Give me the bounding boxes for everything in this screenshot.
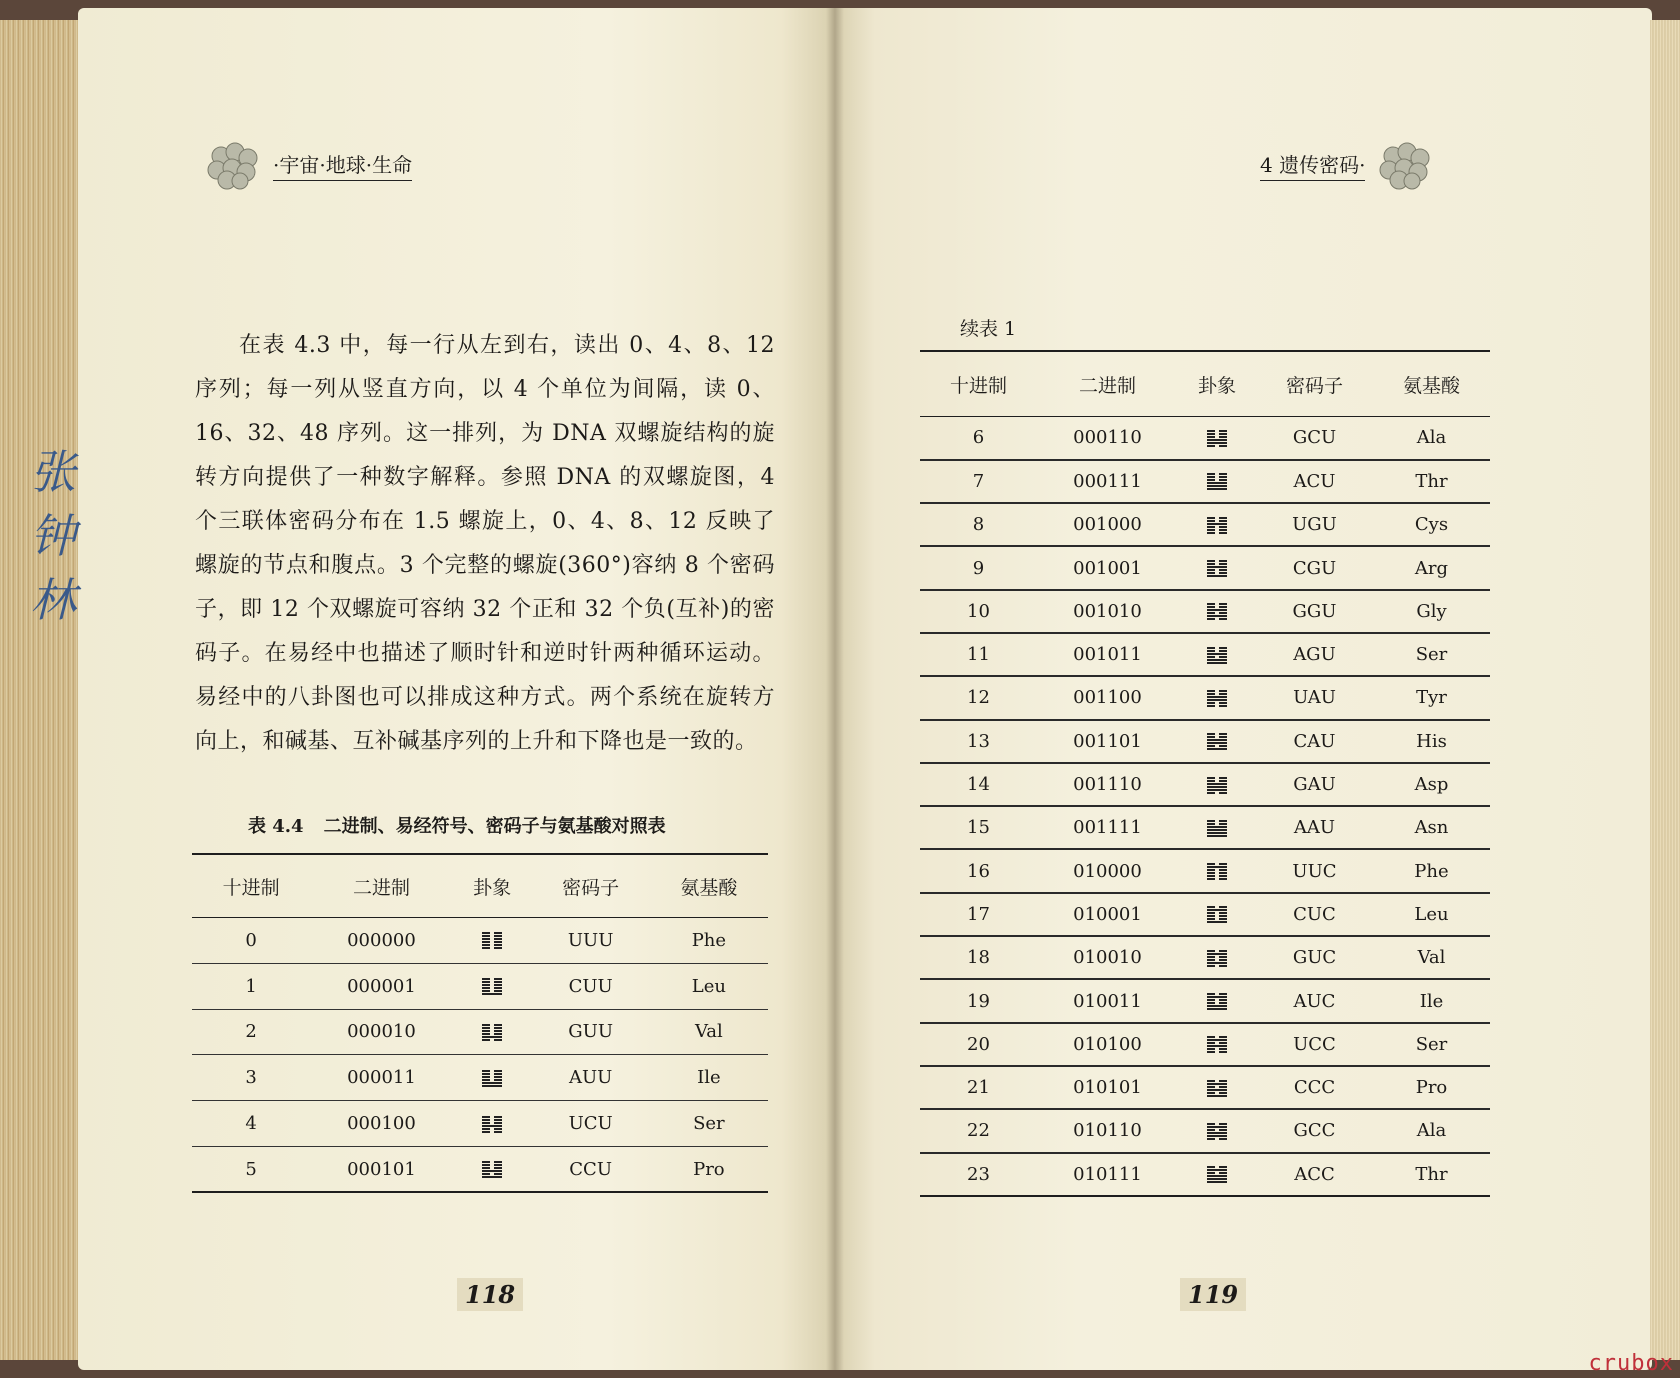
amino-acid-cell: Ser bbox=[693, 1113, 725, 1135]
amino-acid-cell: Ile bbox=[697, 1067, 721, 1089]
header-amino-acid: 氨基酸 bbox=[1402, 374, 1460, 397]
hexagram-icon bbox=[1207, 1080, 1227, 1097]
binary-cell: 000010 bbox=[347, 1021, 416, 1043]
table-row bbox=[920, 893, 1490, 936]
watermark: crubox bbox=[1588, 1351, 1674, 1376]
decimal-cell: 2 bbox=[245, 1021, 257, 1043]
binary-cell: 001010 bbox=[1073, 600, 1142, 622]
header-decimal: 十进制 bbox=[949, 374, 1007, 397]
binary-cell: 000101 bbox=[347, 1158, 416, 1180]
table-row bbox=[920, 1153, 1490, 1196]
table-row bbox=[920, 417, 1490, 460]
amino-acid-cell: Thr bbox=[1415, 1163, 1448, 1185]
codon-cell: CCU bbox=[569, 1158, 612, 1180]
hexagram-cell bbox=[1178, 979, 1256, 1022]
hexagram-icon bbox=[1207, 603, 1227, 620]
codon-cell: CAU bbox=[1293, 730, 1336, 752]
atom-cluster-icon bbox=[1377, 140, 1433, 190]
header-hexagram: 卦象 bbox=[1197, 374, 1236, 397]
header-codon: 密码子 bbox=[1285, 374, 1343, 397]
table-row bbox=[192, 1101, 768, 1147]
binary-cell: 010010 bbox=[1073, 947, 1142, 969]
hexagram-icon bbox=[482, 1161, 502, 1178]
hexagram-cell bbox=[1178, 546, 1256, 589]
decimal-cell: 19 bbox=[967, 990, 990, 1012]
table-row bbox=[920, 546, 1490, 589]
codon-cell: CCC bbox=[1293, 1077, 1336, 1099]
hexagram-icon bbox=[1207, 1166, 1227, 1183]
amino-acid-cell: Phe bbox=[691, 929, 727, 951]
table-row bbox=[920, 1066, 1490, 1109]
hexagram-cell bbox=[453, 1009, 532, 1055]
binary-cell: 010011 bbox=[1073, 990, 1142, 1012]
header-codon: 密码子 bbox=[562, 876, 620, 899]
hexagram-cell bbox=[1178, 1109, 1256, 1152]
codon-cell: CUC bbox=[1293, 903, 1336, 925]
page-number-left: 118 bbox=[457, 1278, 523, 1311]
decimal-cell: 12 bbox=[967, 687, 990, 709]
binary-cell: 000000 bbox=[347, 929, 416, 951]
hexagram-icon bbox=[1207, 430, 1227, 447]
handwritten-signature: 张钟林 bbox=[30, 445, 76, 627]
hexagram-icon bbox=[482, 978, 502, 995]
hexagram-icon bbox=[1207, 560, 1227, 577]
hexagram-cell bbox=[1178, 590, 1256, 633]
codon-cell: UUC bbox=[1292, 860, 1337, 882]
codon-cell: UUU bbox=[567, 929, 614, 951]
table-row bbox=[920, 676, 1490, 719]
table-row bbox=[920, 1023, 1490, 1066]
decimal-cell: 21 bbox=[967, 1077, 990, 1099]
table-row bbox=[920, 806, 1490, 849]
table-row bbox=[192, 1055, 768, 1101]
hexagram-cell bbox=[1178, 936, 1256, 979]
hexagram-cell bbox=[453, 1146, 532, 1192]
amino-acid-cell: Ala bbox=[1416, 1120, 1447, 1142]
hexagram-cell bbox=[1178, 1153, 1256, 1196]
binary-cell: 010101 bbox=[1073, 1077, 1142, 1099]
binary-cell: 010000 bbox=[1073, 860, 1142, 882]
amino-acid-cell: Arg bbox=[1414, 557, 1449, 579]
hexagram-cell bbox=[1178, 503, 1256, 546]
table-row bbox=[920, 720, 1490, 763]
hexagram-cell bbox=[453, 963, 532, 1009]
decimal-cell: 17 bbox=[967, 903, 990, 925]
table-row bbox=[920, 849, 1490, 892]
hexagram-icon bbox=[482, 1116, 502, 1133]
hexagram-cell bbox=[1178, 1066, 1256, 1109]
table-caption bbox=[248, 812, 666, 838]
amino-acid-cell: Pro bbox=[1415, 1077, 1448, 1099]
binary-cell: 000001 bbox=[347, 975, 416, 997]
header-binary: 二进制 bbox=[352, 876, 410, 899]
hexagram-icon bbox=[1207, 906, 1227, 923]
right-running-head bbox=[1260, 140, 1433, 190]
decimal-cell: 15 bbox=[967, 817, 990, 839]
table-row bbox=[920, 1109, 1490, 1152]
codon-cell: AUC bbox=[1293, 990, 1336, 1012]
hexagram-icon bbox=[1207, 777, 1227, 794]
table-row bbox=[192, 963, 768, 1009]
amino-acid-cell: Ile bbox=[1419, 990, 1444, 1012]
binary-cell: 001000 bbox=[1073, 514, 1142, 536]
decimal-cell: 23 bbox=[967, 1163, 990, 1185]
amino-acid-cell: His bbox=[1416, 730, 1447, 752]
amino-acid-cell: Ser bbox=[1415, 1033, 1448, 1055]
codon-cell: AAU bbox=[1293, 817, 1336, 839]
table-row bbox=[920, 633, 1490, 676]
decimal-cell: 16 bbox=[967, 860, 990, 882]
table-header-row bbox=[192, 854, 768, 918]
hexagram-cell bbox=[1178, 676, 1256, 719]
body-paragraph: 在表 4.3 中，每一行从左到右，读出 0、4、8、12 序列；每一列从竖直方向，以 4 个单位为间隔，读 0、16、32、48 序列。这一排列，为 DNA 双螺旋结构的旋转方向提供了一种数字解释。参照 DNA 的双螺旋图，4 个三联体密码分布在 1.5 螺旋上，0、4、8、12 反映了螺旋的节点和腹点。3 个完整的螺旋(360°)容纳 8 个密码子，即 12 个双螺旋可容纳 32 个正和 32 个负(互补)的密码子。在易经中也描述了顺时针和逆时针两种循环运动。易经中的八卦图也可以排成这种方式。两个系统在旋转方向上，和碱基、互补碱基序列的上升和下降也是一致的。 bbox=[195, 333, 775, 754]
decimal-cell: 6 bbox=[972, 427, 985, 449]
hexagram-cell bbox=[1178, 806, 1256, 849]
book-spine bbox=[826, 8, 844, 1370]
hexagram-icon bbox=[1207, 517, 1227, 534]
hexagram-cell bbox=[453, 1101, 532, 1147]
table-row bbox=[920, 590, 1490, 633]
codon-cell: UCU bbox=[568, 1113, 613, 1135]
page-edges-right bbox=[1650, 20, 1680, 1360]
codon-cell: AUU bbox=[568, 1067, 613, 1089]
decimal-cell: 1 bbox=[245, 975, 257, 997]
binary-cell: 001110 bbox=[1073, 774, 1142, 796]
decimal-cell: 0 bbox=[245, 929, 257, 951]
hexagram-cell bbox=[1178, 893, 1256, 936]
hexagram-icon bbox=[1207, 473, 1227, 490]
continued-table-label: 续表 1 bbox=[960, 318, 1017, 340]
binary-cell: 000100 bbox=[347, 1113, 416, 1135]
table-header-row bbox=[920, 351, 1490, 417]
table-number: 表 4.4 bbox=[248, 816, 304, 837]
amino-acid-cell: Asn bbox=[1414, 817, 1449, 839]
codon-cell: UGU bbox=[1292, 514, 1337, 536]
table-row bbox=[192, 1146, 768, 1192]
decimal-cell: 11 bbox=[967, 644, 990, 666]
hexagram-cell bbox=[453, 1055, 532, 1101]
table-row bbox=[920, 503, 1490, 546]
decimal-cell: 13 bbox=[967, 730, 990, 752]
atom-cluster-icon bbox=[205, 140, 261, 190]
table-row bbox=[920, 979, 1490, 1022]
hexagram-icon bbox=[482, 1024, 502, 1041]
codon-cell: GCC bbox=[1293, 1120, 1336, 1142]
codon-cell: UAU bbox=[1293, 687, 1336, 709]
hexagram-icon bbox=[1207, 690, 1227, 707]
hexagram-cell bbox=[1178, 720, 1256, 763]
hexagram-icon bbox=[482, 932, 502, 949]
binary-cell: 000110 bbox=[1073, 427, 1142, 449]
amino-acid-cell: Thr bbox=[1415, 470, 1448, 492]
amino-acid-cell: Gly bbox=[1416, 600, 1447, 622]
left-running-head bbox=[205, 140, 412, 190]
header-hexagram: 卦象 bbox=[473, 876, 512, 899]
codon-table-right bbox=[920, 350, 1490, 1197]
hexagram-icon bbox=[1207, 733, 1227, 750]
binary-cell: 010111 bbox=[1073, 1163, 1142, 1185]
codon-cell: ACC bbox=[1294, 1163, 1335, 1185]
running-head-chapter: 4 遗传密码· bbox=[1260, 149, 1365, 181]
decimal-cell: 3 bbox=[245, 1067, 257, 1089]
codon-cell: ACU bbox=[1293, 470, 1336, 492]
header-binary: 二进制 bbox=[1078, 374, 1136, 397]
hexagram-cell bbox=[1178, 849, 1256, 892]
codon-cell: CGU bbox=[1292, 557, 1337, 579]
codon-cell: GUC bbox=[1292, 947, 1337, 969]
codon-cell: GGU bbox=[1292, 600, 1337, 622]
table-row bbox=[920, 763, 1490, 806]
codon-table-left bbox=[192, 853, 768, 1193]
hexagram-icon bbox=[1207, 863, 1227, 880]
hexagram-cell bbox=[1178, 417, 1256, 460]
hexagram-cell bbox=[1178, 763, 1256, 806]
codon-cell: GAU bbox=[1293, 774, 1336, 796]
decimal-cell: 10 bbox=[967, 600, 990, 622]
hexagram-cell bbox=[453, 918, 532, 964]
decimal-cell: 5 bbox=[245, 1158, 257, 1180]
amino-acid-cell: Ser bbox=[1415, 644, 1448, 666]
amino-acid-cell: Phe bbox=[1414, 860, 1449, 882]
decimal-cell: 4 bbox=[245, 1113, 257, 1135]
binary-cell: 001100 bbox=[1073, 687, 1142, 709]
amino-acid-cell: Leu bbox=[1414, 903, 1449, 925]
hexagram-icon bbox=[1207, 950, 1227, 967]
hexagram-icon bbox=[1207, 820, 1227, 837]
page-number-right: 119 bbox=[1180, 1278, 1246, 1311]
hexagram-cell bbox=[1178, 460, 1256, 503]
amino-acid-cell: Asp bbox=[1414, 774, 1449, 796]
hexagram-cell bbox=[1178, 633, 1256, 676]
hexagram-icon bbox=[1207, 1123, 1227, 1140]
table-row bbox=[192, 1009, 768, 1055]
table-title: 二进制、易经符号、密码子与氨基酸对照表 bbox=[323, 816, 666, 837]
amino-acid-cell: Val bbox=[1417, 947, 1446, 969]
decimal-cell: 7 bbox=[972, 470, 985, 492]
decimal-cell: 8 bbox=[972, 514, 985, 536]
amino-acid-cell: Ala bbox=[1416, 427, 1447, 449]
codon-cell: UCC bbox=[1293, 1033, 1336, 1055]
hexagram-cell bbox=[1178, 1023, 1256, 1066]
running-head-title: ·宇宙·地球·生命 bbox=[273, 149, 412, 181]
decimal-cell: 18 bbox=[967, 947, 990, 969]
amino-acid-cell: Tyr bbox=[1416, 687, 1447, 709]
codon-cell: GUU bbox=[568, 1021, 613, 1043]
decimal-cell: 14 bbox=[967, 774, 990, 796]
hexagram-icon bbox=[482, 1070, 502, 1087]
binary-cell: 001001 bbox=[1073, 557, 1142, 579]
header-amino-acid: 氨基酸 bbox=[680, 876, 738, 899]
binary-cell: 010001 bbox=[1073, 903, 1142, 925]
codon-cell: AGU bbox=[1293, 644, 1336, 666]
hexagram-icon bbox=[1207, 647, 1227, 664]
decimal-cell: 20 bbox=[967, 1033, 990, 1055]
binary-cell: 010100 bbox=[1073, 1033, 1142, 1055]
header-decimal: 十进制 bbox=[222, 876, 280, 899]
binary-cell: 000011 bbox=[347, 1067, 416, 1089]
amino-acid-cell: Leu bbox=[691, 975, 726, 997]
binary-cell: 001101 bbox=[1073, 730, 1142, 752]
decimal-cell: 9 bbox=[972, 557, 985, 579]
hexagram-icon bbox=[1207, 993, 1227, 1010]
hexagram-icon bbox=[1207, 1036, 1227, 1053]
binary-cell: 000111 bbox=[1073, 470, 1142, 492]
amino-acid-cell: Cys bbox=[1414, 514, 1449, 536]
codon-cell: GCU bbox=[1292, 427, 1337, 449]
decimal-cell: 22 bbox=[967, 1120, 990, 1142]
codon-cell: CUU bbox=[568, 975, 613, 997]
page-edges-left bbox=[0, 20, 80, 1360]
binary-cell: 001011 bbox=[1073, 644, 1142, 666]
binary-cell: 010110 bbox=[1073, 1120, 1142, 1142]
amino-acid-cell: Pro bbox=[693, 1158, 725, 1180]
table-row bbox=[920, 936, 1490, 979]
table-row bbox=[192, 918, 768, 964]
table-row bbox=[920, 460, 1490, 503]
binary-cell: 001111 bbox=[1073, 817, 1142, 839]
amino-acid-cell: Val bbox=[694, 1021, 723, 1043]
